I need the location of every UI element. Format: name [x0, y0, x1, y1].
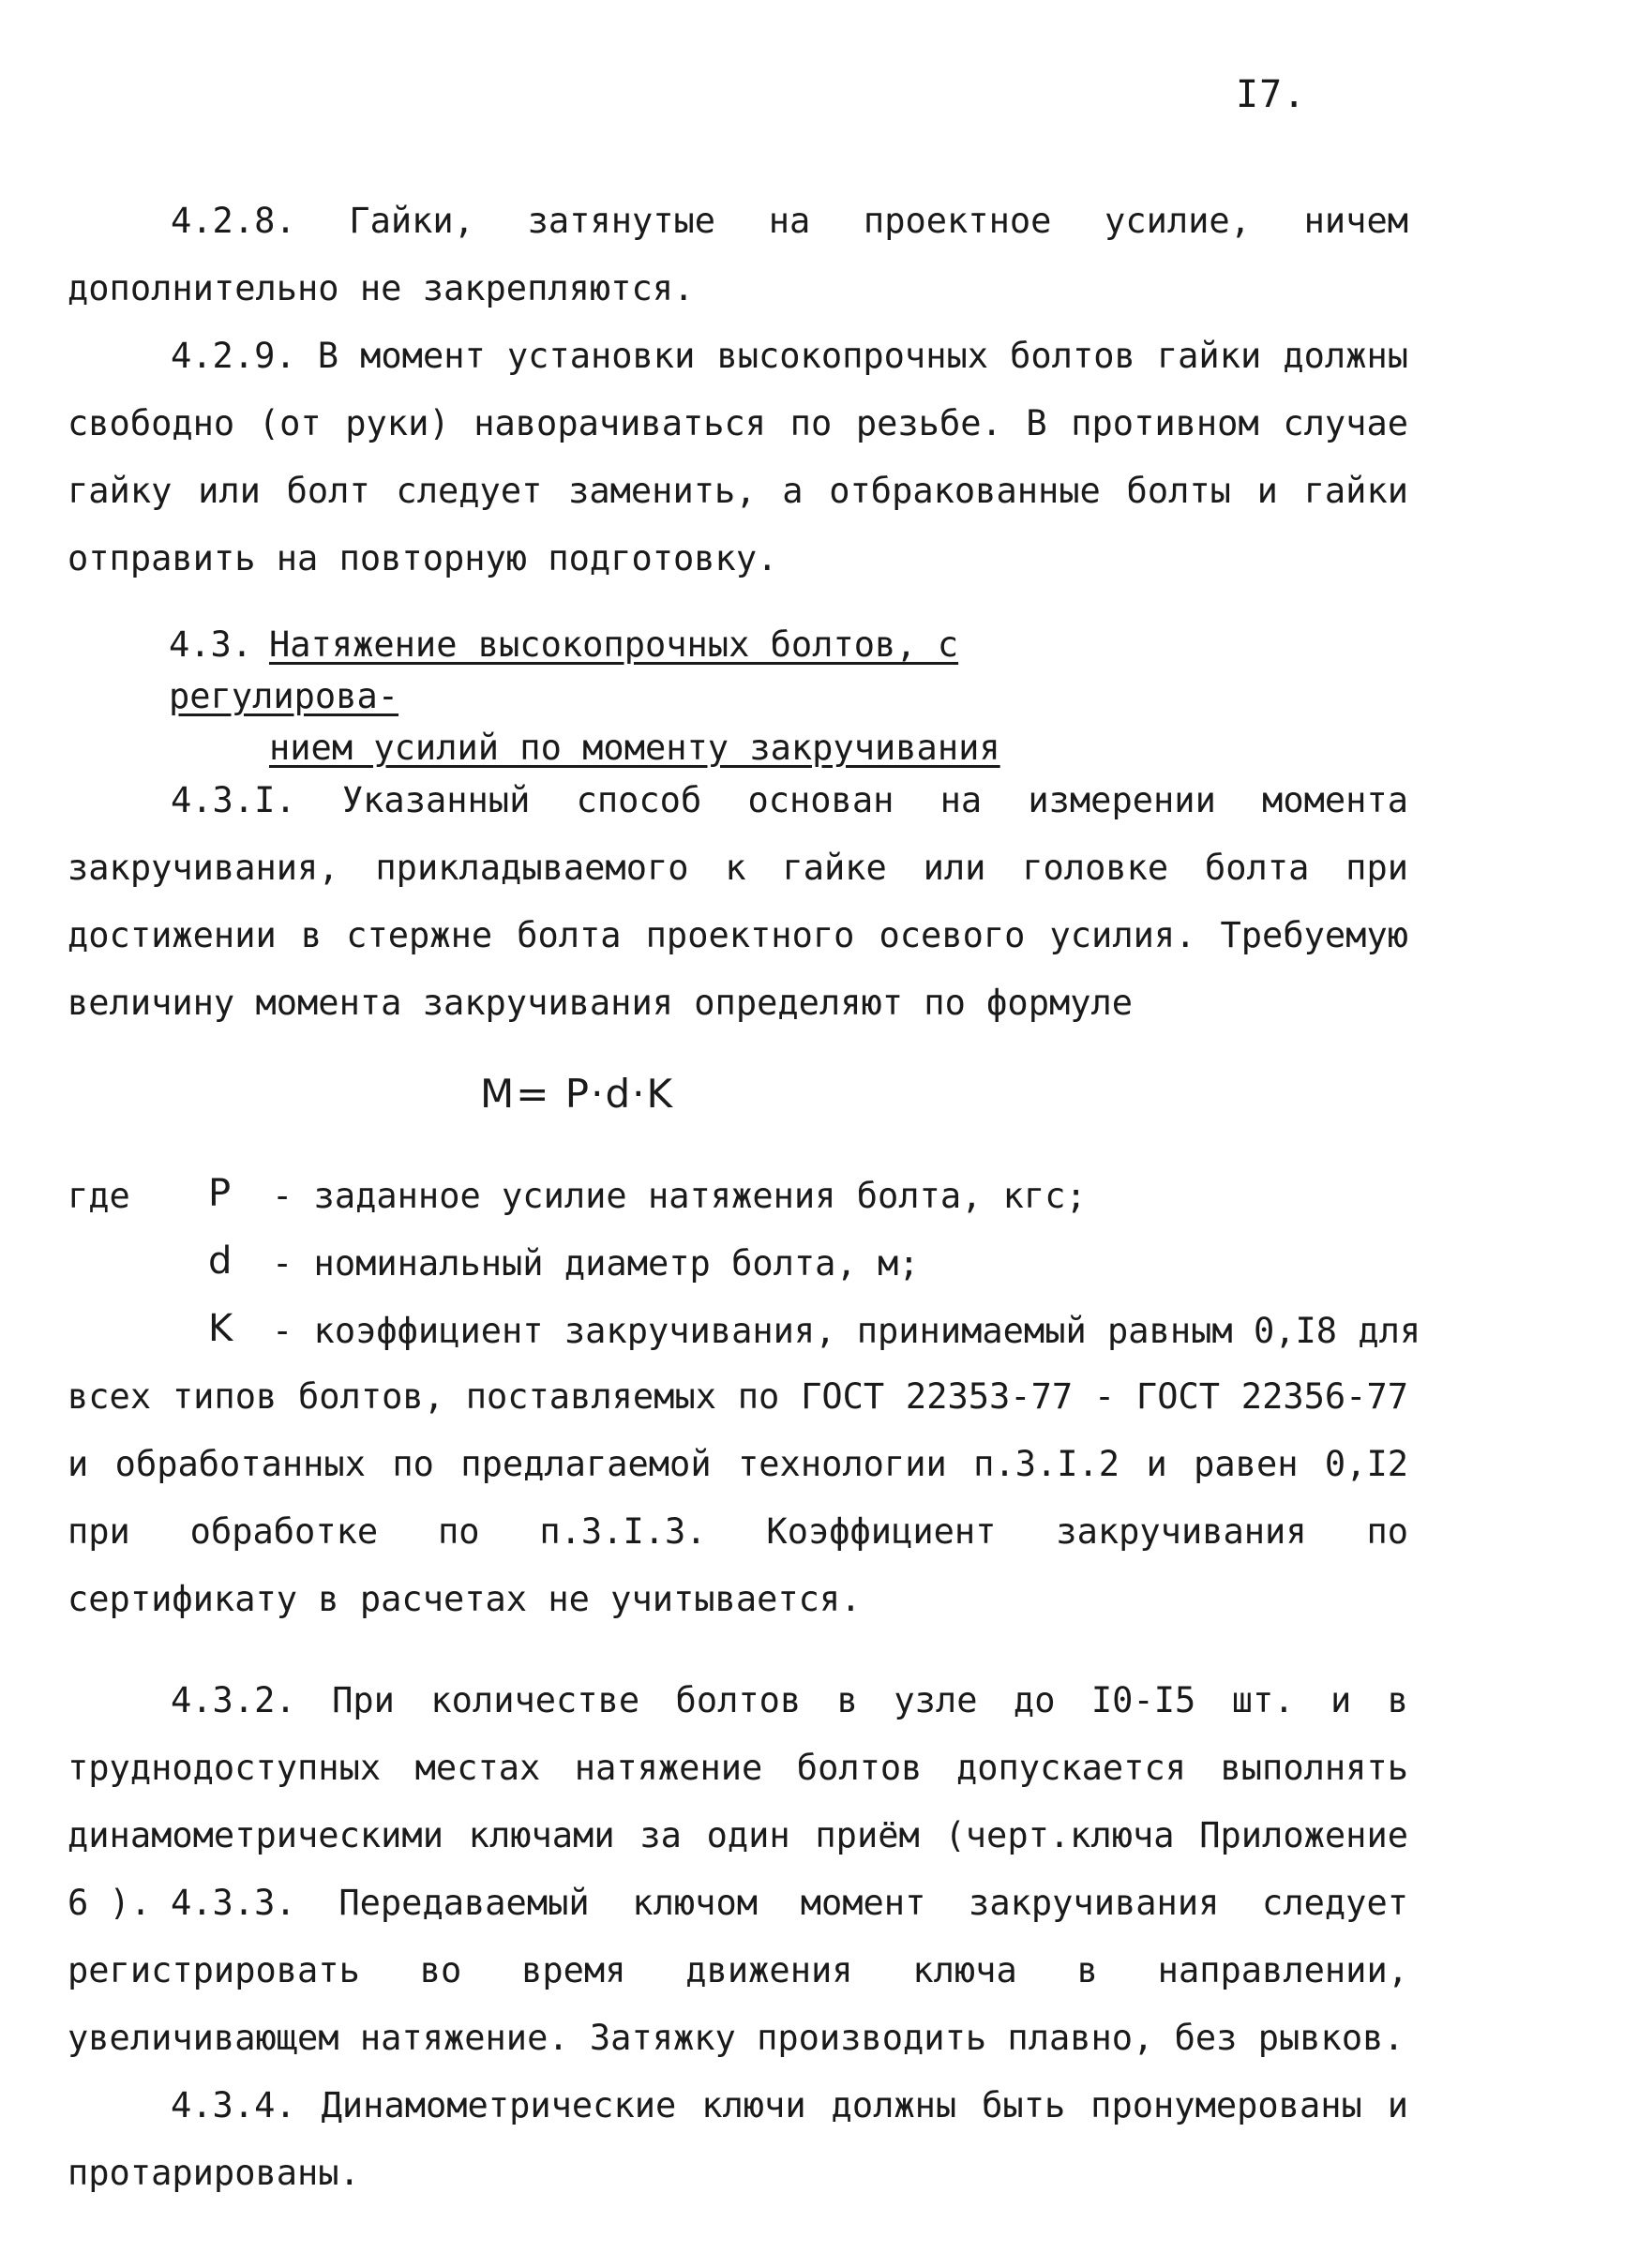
- definition-k-continuation: всех типов болтов, поставляемых по ГОСТ 22353-77 - ГОСТ 22356-77 и обработанных по предлагаемой технологии п.3.I.2 и равен 0,I2 при обработке по п.3.I.3. Коэффициент закручивания по сертификату в расчетах не учитывается.: [68, 1376, 1408, 1619]
- symbol-p: P: [208, 1172, 232, 1215]
- page-number: I7.: [1236, 73, 1307, 116]
- definition-p: - заданное усилие натяжения болта, кгс;: [272, 1176, 1087, 1216]
- where-label: где: [68, 1176, 130, 1216]
- symbol-k: K: [208, 1307, 233, 1350]
- section-heading-4-3: [169, 619, 1200, 774]
- section-title-line-1: Натяжение высокопрочных болтов, с регулирова-: [169, 624, 959, 716]
- paragraph-4-3-3: 4.3.3. Передаваемый ключом момент закручивания следует регистрировать во время движения ключа в направлении, увеличивающем натяжение. Затяжку производить плавно, без рывков.: [68, 1883, 1408, 2058]
- paragraph-4-3-2: 4.3.2. При количестве болтов в узле до I0-I5 шт. и в труднодоступных местах натяжение болтов допускается выполнять динамометрическими ключами за один приём (черт.ключа Приложение 6 ).: [68, 1680, 1408, 1923]
- section-number: 4.3.: [169, 624, 253, 665]
- formula: M= P·d·K: [480, 1071, 675, 1117]
- definition-d: - номинальный диаметр болта, м;: [272, 1243, 920, 1284]
- paragraph-4-3-4: 4.3.4. Динамометрические ключи должны быть пронумерованы и протарированы.: [68, 2085, 1408, 2193]
- section-title-line-2: нием усилий по моменту закручивания: [269, 728, 1000, 768]
- paragraph-4-2-9: 4.2.9. В момент установки высокопрочных болтов гайки должны свободно (от руки) наворачиваться по резьбе. В противном случае гайку или болт следует заменить, а отбракованные болты и гайки отправить на повторную подготовку.: [68, 336, 1408, 578]
- paragraph-4-2-8: 4.2.8. Гайки, затянутые на проектное усилие, ничем дополнительно не закрепляются.: [68, 201, 1408, 308]
- symbol-d: d: [208, 1239, 233, 1283]
- definition-k: - коэффициент закручивания, принимаемый равным 0,I8 для: [272, 1311, 1421, 1351]
- paragraph-4-3-1: 4.3.I. Указанный способ основан на измерении момента закручивания, прикладываемого к гайке или головке болта при достижении в стержне болта проектного осевого усилия. Требуемую величину момента закручивания определяют по формуле: [68, 780, 1408, 1023]
